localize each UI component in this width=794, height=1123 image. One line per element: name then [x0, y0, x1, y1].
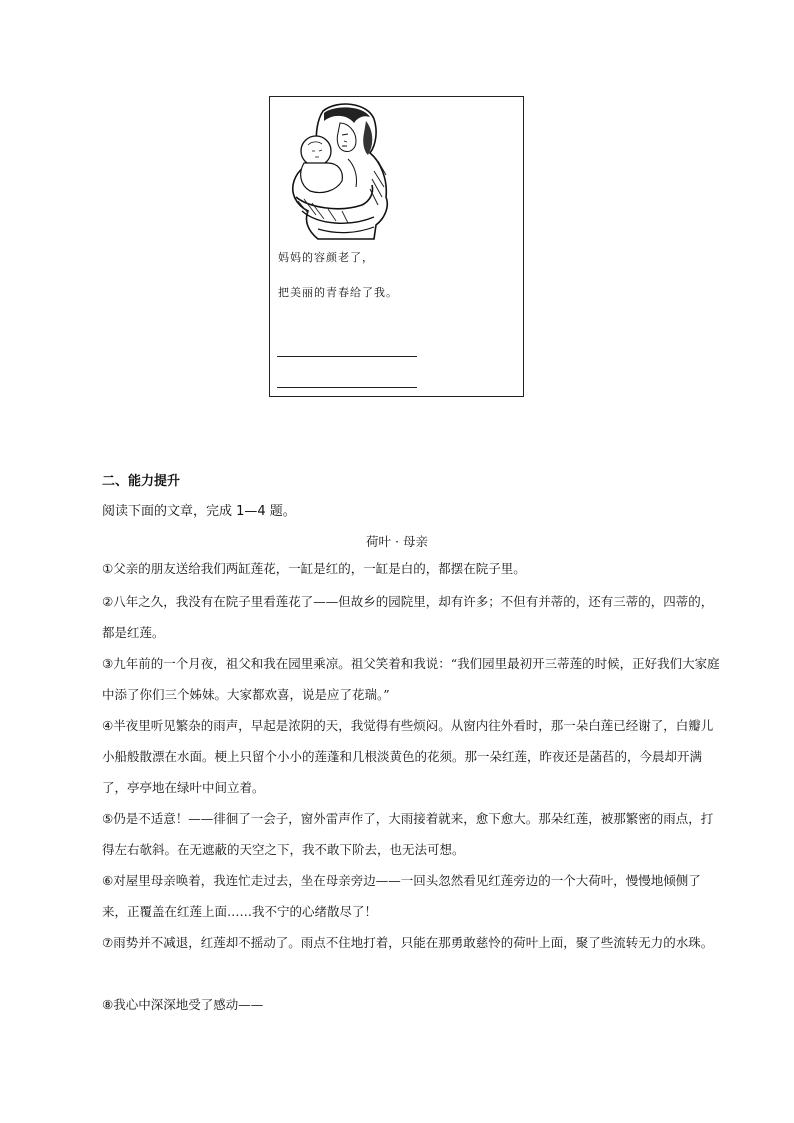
paragraph-8	[102, 989, 720, 1020]
poem-card	[269, 96, 524, 397]
paragraph-number: ⑥	[102, 873, 114, 888]
answer-blank-2[interactable]	[277, 387, 417, 388]
paragraph-number: ⑧	[102, 997, 114, 1012]
paragraph-number: ⑤	[102, 811, 114, 826]
reading-instruction: 阅读下面的文章，完成 1—4 题。	[102, 504, 296, 519]
paragraph-text: 雨势并不减退，红莲却不摇动了。雨点不住地打着，只能在那勇敢慈怜的荷叶上面，聚了些流转无力的水珠。	[113, 935, 714, 950]
mother-and-child-illustration	[278, 101, 406, 241]
paragraph-7	[102, 927, 720, 958]
answer-blank-1[interactable]	[277, 356, 417, 357]
paragraph-5	[102, 803, 720, 865]
section-title: 二、能力提升	[102, 474, 181, 489]
paragraph-1	[102, 553, 720, 584]
paragraph-text: 对屋里母亲唤着，我连忙走过去，坐在母亲旁边——一回头忽然看见红莲旁边的一个大荷叶，慢慢地倾侧了来，正覆盖在红莲上面……我不宁的心绪散尽了！	[102, 873, 701, 919]
paragraph-2	[102, 586, 720, 648]
paragraph-number: ②	[102, 594, 114, 609]
paragraph-4	[102, 710, 720, 803]
article-title: 荷叶 · 母亲	[366, 534, 428, 549]
paragraph-text: 仍是不适意！——徘徊了一会子，窗外雷声作了，大雨接着就来，愈下愈大。那朵红莲，被那繁密的雨点，打得左右欹斜。在无遮蔽的天空之下，我不敢下阶去，也无法可想。	[102, 811, 714, 857]
paragraph-number: ④	[102, 718, 114, 733]
paragraph-text: 九年前的一个月夜，祖父和我在园里乘凉。祖父笑着和我说：“我们园里最初开三蒂莲的时候，正好我们大家庭中添了你们三个姊妹。大家都欢喜，说是应了花瑞。”	[102, 656, 720, 702]
paragraph-text: 我心中深深地受了感动——	[113, 997, 264, 1012]
paragraph-6	[102, 865, 720, 927]
paragraph-3	[102, 648, 720, 710]
paragraph-text: 八年之久，我没有在院子里看莲花了——但故乡的园院里，却有许多；不但有并蒂的，还有三蒂的，四蒂的，都是红莲。	[102, 594, 714, 640]
paragraph-number: ③	[102, 656, 114, 671]
paragraph-number: ⑦	[102, 935, 114, 950]
paragraph-number: ①	[102, 561, 114, 576]
poem-line-2: 把美丽的青春给了我。	[278, 286, 398, 299]
paragraph-text: 半夜里听见繁杂的雨声，早起是浓阴的天，我觉得有些烦闷。从窗内往外看时，那一朵白莲已经谢了，白瓣儿小船般散漂在水面。梗上只留个小小的莲蓬和几根淡黄色的花须。那一朵红莲，昨夜还是菡萏的，今晨却开满了，亭亭地在绿叶中间立着。	[102, 718, 714, 795]
paragraph-text: 父亲的朋友送给我们两缸莲花，一缸是红的，一缸是白的，都摆在院子里。	[113, 561, 526, 576]
poem-line-1: 妈妈的容颜老了，	[278, 251, 374, 264]
